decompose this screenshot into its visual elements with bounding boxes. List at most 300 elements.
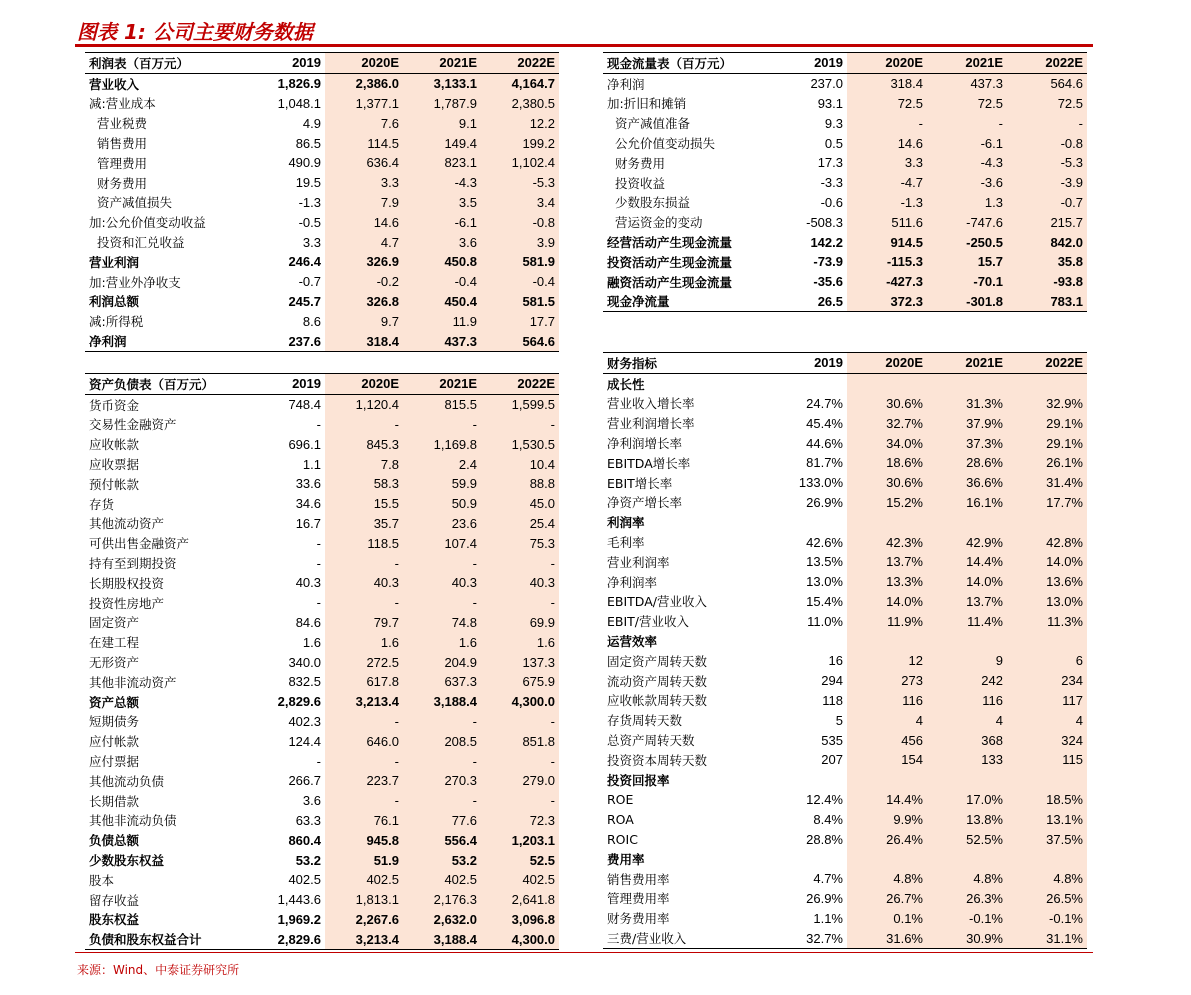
value-cell: -427.3 <box>847 272 927 292</box>
value-cell: 72.5 <box>847 94 927 114</box>
row-label: 其他非流动负债 <box>89 813 177 829</box>
year-header: 2019 <box>247 53 325 74</box>
year-header: 2020E <box>325 53 403 74</box>
table-row <box>85 94 559 114</box>
table-row <box>85 394 559 414</box>
value-cell: 26.7% <box>847 889 927 909</box>
value-cell: 32.7% <box>767 928 847 948</box>
row-label: 投资收益 <box>615 175 666 191</box>
value-cell: -0.7 <box>1007 193 1087 213</box>
row-label: 应付票据 <box>89 754 140 770</box>
value-cell: - <box>403 553 481 573</box>
row-label: 少数股东损益 <box>615 195 691 211</box>
year-header: 2020E <box>847 53 927 74</box>
value-cell: -0.8 <box>481 212 559 232</box>
value-cell: 37.3% <box>927 433 1007 453</box>
table-row <box>85 173 559 193</box>
value-cell: -1.3 <box>847 193 927 213</box>
table-row <box>85 613 559 633</box>
value-cell: 4,300.0 <box>481 692 559 712</box>
value-cell: 1.3 <box>927 193 1007 213</box>
value-cell: 93.1 <box>817 95 843 111</box>
value-cell: 8.4% <box>813 811 843 827</box>
value-cell: 9.7 <box>325 311 403 331</box>
row-label: 总资产周转天数 <box>607 733 695 749</box>
value-cell: 748.4 <box>288 397 321 413</box>
value-cell: 340.0 <box>288 654 321 670</box>
value-cell: 133 <box>927 750 1007 770</box>
table-row <box>85 811 559 831</box>
value-cell: 294 <box>821 673 843 689</box>
value-cell: 3.3 <box>847 153 927 173</box>
value-cell: - <box>325 415 403 435</box>
value-cell: - <box>481 593 559 613</box>
value-cell: 1.1% <box>813 910 843 926</box>
table-row <box>603 512 1087 532</box>
value-cell: -0.4 <box>403 272 481 292</box>
row-label: 营业收入 <box>89 76 140 92</box>
row-label: 投资回报率 <box>607 772 670 788</box>
row-label: 投资活动产生现金流量 <box>607 254 733 270</box>
value-cell: 32.9% <box>1007 394 1087 414</box>
value-cell: 4.7 <box>325 232 403 252</box>
value-cell: 535 <box>821 732 843 748</box>
value-cell: 14.6 <box>847 133 927 153</box>
row-label: 营业利润 <box>89 254 140 270</box>
value-cell: 149.4 <box>403 133 481 153</box>
row-label: 财务费用 <box>97 175 148 191</box>
table-row <box>85 533 559 553</box>
value-cell: 142.2 <box>810 234 843 250</box>
value-cell: 14.4% <box>847 790 927 810</box>
value-cell: 52.5 <box>481 850 559 870</box>
value-cell: -115.3 <box>847 252 927 272</box>
value-cell: 1,169.8 <box>403 434 481 454</box>
value-cell: 14.0% <box>847 592 927 612</box>
value-cell: 234 <box>1007 671 1087 691</box>
row-label: 长期借款 <box>89 793 140 809</box>
value-cell: 3.6 <box>403 232 481 252</box>
table-row <box>85 232 559 252</box>
row-label: 销售费用率 <box>607 871 670 887</box>
value-cell: 14.0% <box>1007 552 1087 572</box>
value-cell: 17.7% <box>1007 493 1087 513</box>
row-label: 货币资金 <box>89 397 140 413</box>
table-row <box>603 572 1087 592</box>
row-label: 留存收益 <box>89 892 140 908</box>
table-row <box>603 113 1087 133</box>
value-cell: 28.8% <box>806 831 843 847</box>
value-cell: 30.6% <box>847 394 927 414</box>
value-cell: -250.5 <box>927 232 1007 252</box>
value-cell: 25.4 <box>481 514 559 534</box>
value-cell: 3,188.4 <box>403 692 481 712</box>
row-label: 加:折旧和摊销 <box>607 96 687 112</box>
value-cell: 31.6% <box>847 928 927 948</box>
table-row <box>85 133 559 153</box>
value-cell: -508.3 <box>806 214 843 230</box>
value-cell: 696.1 <box>288 436 321 452</box>
value-cell: -0.1% <box>1007 908 1087 928</box>
value-cell: 402.5 <box>288 872 321 888</box>
value-cell: 9.1 <box>403 113 481 133</box>
value-cell: - <box>325 712 403 732</box>
value-cell: 3,213.4 <box>325 929 403 949</box>
value-cell: - <box>481 553 559 573</box>
value-cell: 4,164.7 <box>481 73 559 93</box>
table-row <box>603 552 1087 572</box>
value-cell: -6.1 <box>403 212 481 232</box>
row-label: 营业税费 <box>97 116 148 132</box>
value-cell: - <box>481 791 559 811</box>
value-cell: 208.5 <box>403 731 481 751</box>
value-cell <box>847 770 927 790</box>
value-cell: 11.0% <box>807 613 843 629</box>
value-cell: 44.6% <box>806 435 843 451</box>
table-title: 利润表（百万元） <box>85 53 247 74</box>
value-cell: 266.7 <box>288 773 321 789</box>
value-cell: 3,213.4 <box>325 692 403 712</box>
value-cell: 45.0 <box>481 494 559 514</box>
value-cell: 945.8 <box>325 830 403 850</box>
value-cell <box>767 849 847 869</box>
row-label: ROE <box>607 791 634 807</box>
table-row <box>85 331 559 351</box>
table-row <box>85 73 559 93</box>
table-row <box>603 413 1087 433</box>
value-cell: 5 <box>835 712 843 728</box>
row-label: 费用率 <box>607 851 645 867</box>
table-row <box>85 573 559 593</box>
table-row <box>85 672 559 692</box>
table-row <box>603 532 1087 552</box>
value-cell: -73.9 <box>813 254 843 270</box>
row-label: 其他非流动资产 <box>89 674 177 690</box>
value-cell: 116 <box>927 691 1007 711</box>
value-cell: 13.8% <box>927 809 1007 829</box>
figure-title: 图表 1: 公司主要财务数据 <box>77 20 313 44</box>
value-cell: 35.7 <box>325 514 403 534</box>
row-label: 应收帐款周转天数 <box>607 693 708 709</box>
table-row <box>603 133 1087 153</box>
value-cell: - <box>403 415 481 435</box>
value-cell: - <box>847 113 927 133</box>
value-cell: 69.9 <box>481 613 559 633</box>
year-header: 2022E <box>481 53 559 74</box>
value-cell: -3.3 <box>820 175 843 191</box>
value-cell: 7.8 <box>325 454 403 474</box>
value-cell: 1,969.2 <box>277 911 321 927</box>
value-cell: 318.4 <box>847 73 927 93</box>
row-label: 运营效率 <box>607 634 658 650</box>
value-cell: 53.2 <box>403 850 481 870</box>
value-cell: 88.8 <box>481 474 559 494</box>
value-cell: 31.3% <box>927 394 1007 414</box>
row-label: 管理费用率 <box>607 891 670 907</box>
value-cell: 117 <box>1007 691 1087 711</box>
row-label: 固定资产周转天数 <box>607 653 708 669</box>
row-label: EBITDA/营业收入 <box>607 594 707 610</box>
value-cell: 118.5 <box>325 533 403 553</box>
balance-sheet-table <box>85 373 559 950</box>
value-cell: 832.5 <box>288 674 321 690</box>
value-cell: 3,133.1 <box>403 73 481 93</box>
value-cell <box>1007 512 1087 532</box>
value-cell: 1.6 <box>325 632 403 652</box>
value-cell: 1,048.1 <box>277 95 321 111</box>
value-cell: -6.1 <box>927 133 1007 153</box>
row-label: 资产总额 <box>89 694 140 710</box>
value-cell: 3.6 <box>302 793 321 809</box>
value-cell: 199.2 <box>481 133 559 153</box>
table-row <box>603 651 1087 671</box>
row-label: 净资产增长率 <box>607 495 683 511</box>
value-cell <box>767 770 847 790</box>
value-cell <box>767 631 847 651</box>
value-cell: 17.3 <box>817 155 843 171</box>
value-cell: - <box>1007 113 1087 133</box>
table-row <box>603 908 1087 928</box>
value-cell: 3.5 <box>403 193 481 213</box>
value-cell: 63.3 <box>295 812 321 828</box>
table-row <box>85 272 559 292</box>
value-cell: 8.6 <box>302 313 321 329</box>
value-cell: 4.8% <box>1007 869 1087 889</box>
row-label: EBIT/营业收入 <box>607 614 690 630</box>
value-cell: 7.6 <box>325 113 403 133</box>
row-label: 减:营业成本 <box>89 96 156 112</box>
value-cell: 30.6% <box>847 473 927 493</box>
row-label: 负债总额 <box>89 833 140 849</box>
row-label: 存货周转天数 <box>607 713 683 729</box>
value-cell: -0.4 <box>481 272 559 292</box>
row-label: 净利润率 <box>607 574 658 590</box>
table-row <box>603 252 1087 272</box>
row-label: 营业利润增长率 <box>607 416 695 432</box>
year-header: 2020E <box>325 374 403 395</box>
value-cell: 34.6 <box>295 496 321 512</box>
value-cell: -4.7 <box>847 173 927 193</box>
value-cell: 450.8 <box>403 252 481 272</box>
value-cell: - <box>403 593 481 613</box>
value-cell: 17.0% <box>927 790 1007 810</box>
value-cell: 37.5% <box>1007 829 1087 849</box>
value-cell: 31.1% <box>1007 928 1087 948</box>
row-label: 投资和汇兑收益 <box>97 235 185 251</box>
value-cell: 318.4 <box>325 331 403 351</box>
value-cell: - <box>316 535 321 551</box>
value-cell: - <box>481 712 559 732</box>
row-label: 长期股权投资 <box>89 575 165 591</box>
value-cell: 31.4% <box>1007 473 1087 493</box>
table-row <box>85 791 559 811</box>
table-row <box>603 212 1087 232</box>
value-cell: 402.5 <box>403 870 481 890</box>
header-row <box>603 53 1087 74</box>
value-cell: 12 <box>847 651 927 671</box>
value-cell: 326.8 <box>325 292 403 312</box>
value-cell: 204.9 <box>403 652 481 672</box>
value-cell <box>927 512 1007 532</box>
value-cell: 581.9 <box>481 252 559 272</box>
value-cell: 26.4% <box>847 829 927 849</box>
value-cell: 133.0% <box>798 475 843 491</box>
value-cell: 2.4 <box>403 454 481 474</box>
value-cell: 402.5 <box>481 870 559 890</box>
row-label: 利润率 <box>607 515 645 531</box>
value-cell: 2,829.6 <box>247 929 325 949</box>
year-header: 2021E <box>403 374 481 395</box>
value-cell: 326.9 <box>325 252 403 272</box>
value-cell: 29.1% <box>1007 433 1087 453</box>
value-cell: -5.3 <box>481 173 559 193</box>
value-cell: 637.3 <box>403 672 481 692</box>
table-row <box>603 691 1087 711</box>
table-row <box>85 890 559 910</box>
value-cell: 815.5 <box>403 394 481 414</box>
value-cell: 914.5 <box>847 232 927 252</box>
value-cell: 7.9 <box>325 193 403 213</box>
value-cell: 246.4 <box>288 254 321 270</box>
value-cell: 18.5% <box>1007 790 1087 810</box>
value-cell: 279.0 <box>481 771 559 791</box>
value-cell: 4 <box>1007 710 1087 730</box>
table-row <box>85 593 559 613</box>
value-cell: 42.9% <box>927 532 1007 552</box>
table-row <box>85 910 559 930</box>
value-cell: 1,826.9 <box>277 76 321 92</box>
value-cell: 17.7 <box>481 311 559 331</box>
value-cell: - <box>325 751 403 771</box>
value-cell: 2,641.8 <box>481 890 559 910</box>
value-cell: 58.3 <box>325 474 403 494</box>
value-cell: 32.7% <box>847 413 927 433</box>
table-row <box>85 193 559 213</box>
value-cell: 12.4% <box>806 791 843 807</box>
value-cell: 72.5 <box>1007 94 1087 114</box>
table-title: 财务指标 <box>603 353 767 374</box>
value-cell: 10.4 <box>481 454 559 474</box>
value-cell: 272.5 <box>325 652 403 672</box>
value-cell: 11.9 <box>403 311 481 331</box>
table-row <box>603 433 1087 453</box>
value-cell: 2,267.6 <box>325 910 403 930</box>
row-label: 营业利润率 <box>607 554 670 570</box>
table-row <box>603 373 1087 393</box>
value-cell <box>1007 373 1087 393</box>
value-cell: 15.5 <box>325 494 403 514</box>
value-cell: 15.2% <box>847 493 927 513</box>
value-cell: 0.5 <box>824 135 843 151</box>
value-cell: 26.9% <box>806 494 843 510</box>
table-row <box>85 292 559 312</box>
row-label: 持有至到期投资 <box>89 556 177 572</box>
value-cell: 79.7 <box>325 613 403 633</box>
table-row <box>603 790 1087 810</box>
value-cell: -4.3 <box>403 173 481 193</box>
value-cell <box>927 849 1007 869</box>
value-cell: 4 <box>927 710 1007 730</box>
value-cell: 223.7 <box>325 771 403 791</box>
table-row <box>85 771 559 791</box>
value-cell: 1.6 <box>481 632 559 652</box>
value-cell: 16 <box>828 653 843 669</box>
value-cell: - <box>325 593 403 613</box>
value-cell: 0.1% <box>847 908 927 928</box>
table-row <box>85 474 559 494</box>
value-cell: -0.2 <box>325 272 403 292</box>
value-cell: 26.5% <box>1007 889 1087 909</box>
table-row <box>603 869 1087 889</box>
value-cell: 402.5 <box>325 870 403 890</box>
table-row <box>85 652 559 672</box>
row-label: 股本 <box>89 872 115 888</box>
value-cell: 823.1 <box>403 153 481 173</box>
value-cell: 33.6 <box>295 476 321 492</box>
value-cell: 3.3 <box>302 234 321 250</box>
value-cell: 15.7 <box>927 252 1007 272</box>
table-row <box>85 553 559 573</box>
value-cell: 15.4% <box>806 593 843 609</box>
value-cell: 13.1% <box>1007 809 1087 829</box>
table-row <box>603 889 1087 909</box>
value-cell: 9.9% <box>847 809 927 829</box>
value-cell: 26.5 <box>767 292 847 312</box>
year-header: 2021E <box>927 353 1007 374</box>
year-header: 2022E <box>481 374 559 395</box>
value-cell: 13.3% <box>847 572 927 592</box>
table-row <box>85 454 559 474</box>
value-cell: 372.3 <box>847 292 927 312</box>
value-cell: - <box>316 753 321 769</box>
value-cell: 12.2 <box>481 113 559 133</box>
row-label: 其他流动资产 <box>89 516 165 532</box>
row-label: 销售费用 <box>97 136 148 152</box>
table-row <box>85 870 559 890</box>
value-cell: 4.9 <box>302 115 321 131</box>
value-cell: 72.5 <box>927 94 1007 114</box>
value-cell: 11.9% <box>847 611 927 631</box>
value-cell: -3.9 <box>1007 173 1087 193</box>
table-row <box>603 453 1087 473</box>
value-cell: -93.8 <box>1007 272 1087 292</box>
table-row <box>85 153 559 173</box>
value-cell: 3.4 <box>481 193 559 213</box>
value-cell: 242 <box>927 671 1007 691</box>
row-label: 毛利率 <box>607 535 645 551</box>
value-cell: 4.8% <box>927 869 1007 889</box>
value-cell <box>1007 849 1087 869</box>
value-cell: 118 <box>822 692 843 708</box>
value-cell: 45.4% <box>806 415 843 431</box>
table-row <box>603 829 1087 849</box>
value-cell: 1,120.4 <box>325 394 403 414</box>
value-cell: - <box>481 415 559 435</box>
table-row <box>85 311 559 331</box>
value-cell: -0.6 <box>820 194 843 210</box>
value-cell: 2,632.0 <box>403 910 481 930</box>
value-cell: 490.9 <box>288 155 321 171</box>
table-row <box>603 710 1087 730</box>
value-cell: 2,386.0 <box>325 73 403 93</box>
table-row <box>603 631 1087 651</box>
table-row <box>603 193 1087 213</box>
row-label: 少数股东权益 <box>89 853 165 869</box>
value-cell: 237.6 <box>247 331 325 351</box>
table-row <box>85 514 559 534</box>
value-cell: 636.4 <box>325 153 403 173</box>
value-cell: 84.6 <box>295 614 321 630</box>
